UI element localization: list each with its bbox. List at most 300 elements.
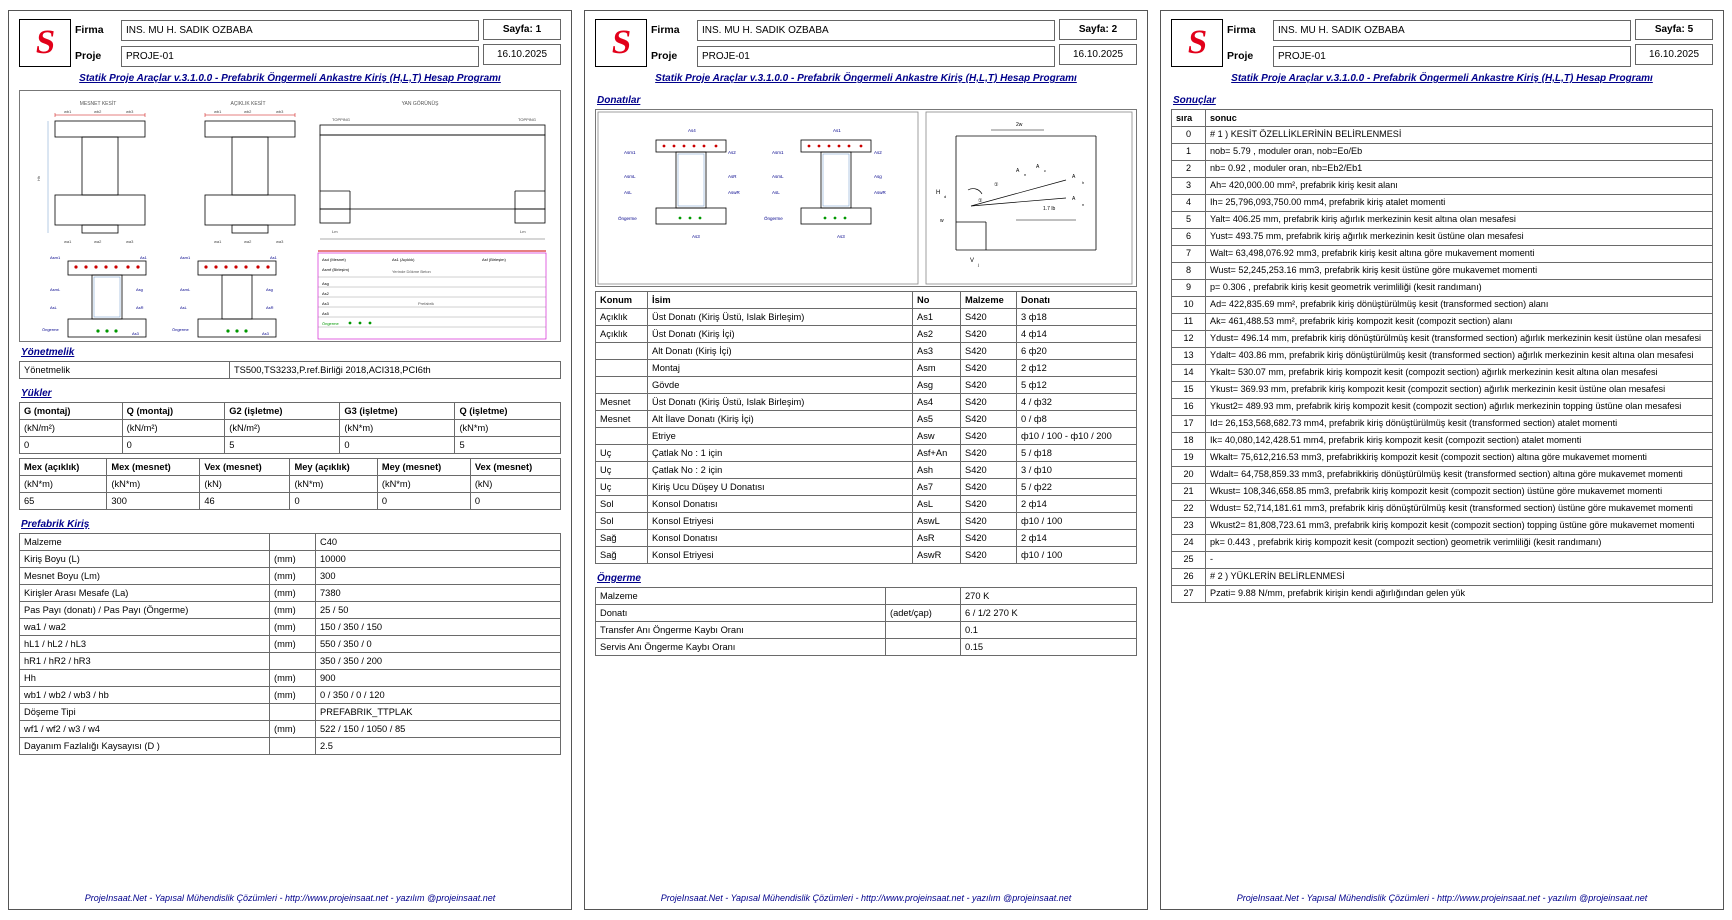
prefabrik-title: Prefabrik Kiriş (21, 519, 90, 530)
svg-text:MESNET KESİT: MESNET KESİT (79, 101, 117, 107)
proje-input[interactable]: PROJE-01 (121, 46, 479, 67)
table-row (1172, 586, 1713, 603)
proje-label: Proje (651, 50, 678, 62)
table-row (1172, 195, 1713, 212)
svg-text:w: w (940, 218, 944, 224)
svg-text:AswR: AswR (728, 190, 740, 195)
cell-sonuc: Ad= 422,835.69 mm², prefabrik kiriş dönüştürülmüş kesit (transformed section) alanı (1206, 297, 1713, 314)
cell-sonuc: Ih= 25,796,093,750.00 mm4, prefabrik kiriş atalet momenti (1206, 195, 1713, 212)
svg-text:Asm1: Asm1 (50, 255, 61, 260)
table-row (1172, 280, 1713, 297)
svg-text:Öngerme: Öngerme (618, 216, 637, 221)
cell-isim: Montaj (648, 360, 913, 377)
cell-sonuc: Ykalt= 530.07 mm, prefabrik kiriş kompozit kesit (compozit section) ağırlık merkezinin kesit altına olan mesafesi (1206, 365, 1713, 382)
table-row (1172, 382, 1713, 399)
page-number: Sayfa: 5 (1635, 19, 1713, 40)
row-label: Dayanım Fazlalığı Kaysayısı (D ) (20, 738, 270, 755)
svg-text:wb1: wb1 (64, 109, 72, 114)
cell-konum: Açıklık (596, 326, 648, 343)
table-row (1172, 127, 1713, 144)
table-row (20, 551, 561, 568)
cell-sira: 21 (1172, 484, 1206, 501)
cell-sonuc: Yust= 493.75 mm, prefabrik kiriş ağırlık merkezinin kesit üstüne olan mesafesi (1206, 229, 1713, 246)
cell-no: As3 (913, 343, 961, 360)
table-row (596, 639, 1137, 656)
cell-malzeme: S420 (961, 343, 1017, 360)
unit-cell: (kN*m) (455, 420, 561, 437)
firma-label: Firma (75, 24, 104, 36)
svg-text:wa2: wa2 (244, 239, 252, 244)
report-page-2 (584, 10, 1148, 910)
proje-label: Proje (75, 50, 102, 62)
row-label: Döşeme Tipi (20, 704, 270, 721)
cell-no: As1 (913, 309, 961, 326)
report-page-1 (8, 10, 572, 910)
table-header-row (20, 403, 561, 420)
cell-donati: 2 ф12 (1017, 360, 1137, 377)
cell-sonuc: # 2 ) YÜKLERİN BELİRLENMESİ (1206, 569, 1713, 586)
svg-text:①: ① (978, 198, 983, 204)
cell-donati: ф10 / 100 (1017, 547, 1137, 564)
col-header: Mex (mesnet) (107, 459, 200, 476)
cell-konum: Uç (596, 479, 648, 496)
header-fields (75, 19, 479, 67)
svg-text:As5: As5 (322, 311, 329, 316)
unit-cell: (kN/m²) (122, 420, 225, 437)
cell-no: AsL (913, 496, 961, 513)
row-label: wa1 / wa2 (20, 619, 270, 636)
svg-text:n: n (1024, 172, 1027, 177)
cell-sira: 8 (1172, 263, 1206, 280)
value-cell: 46 (200, 493, 290, 510)
section-drawings-panel (19, 90, 561, 342)
svg-text:AswR: AswR (874, 190, 886, 195)
unit-cell: (kN/m²) (20, 420, 123, 437)
cell-sira: 6 (1172, 229, 1206, 246)
table-row (20, 687, 561, 704)
svg-text:Asd (Mesnet): Asd (Mesnet) (322, 257, 346, 262)
col-header: Mey (mesnet) (377, 459, 470, 476)
col-header: G3 (işletme) (340, 403, 455, 420)
yonetmelik-label: Yönetmelik (20, 362, 230, 379)
cell-no: Asf+An (913, 445, 961, 462)
table-row (596, 588, 1137, 605)
svg-text:Asg: Asg (136, 287, 143, 292)
cell-konum: Uç (596, 445, 648, 462)
row-label: Transfer Anı Öngerme Kaybı Oranı (596, 622, 886, 639)
cell-sira: 16 (1172, 399, 1206, 416)
logo-s-icon: S (609, 24, 634, 61)
sonuclar-table (1171, 109, 1713, 603)
unit-cell: (kN*m) (20, 476, 107, 493)
unit-cell: (kN/m²) (225, 420, 340, 437)
svg-text:wb3: wb3 (126, 109, 134, 114)
cell-isim: Konsol Donatısı (648, 530, 913, 547)
cell-no: Asw (913, 428, 961, 445)
cell-sira: 23 (1172, 518, 1206, 535)
table-row (596, 445, 1137, 462)
table-row (596, 479, 1137, 496)
row-label: hR1 / hR2 / hR3 (20, 653, 270, 670)
table-row (20, 437, 561, 454)
report-page-5 (1160, 10, 1724, 910)
table-row (1172, 212, 1713, 229)
table-row (20, 738, 561, 755)
header-fields (651, 19, 1055, 67)
page1-header (19, 19, 561, 67)
table-row (1172, 348, 1713, 365)
table-row (1172, 484, 1713, 501)
cell-isim: Konsol Etriyesi (648, 547, 913, 564)
proje-input[interactable]: PROJE-01 (697, 46, 1055, 67)
row-unit (886, 639, 961, 656)
cell-sonuc: - (1206, 552, 1713, 569)
page5-header (1171, 19, 1713, 67)
cell-sira: 9 (1172, 280, 1206, 297)
cell-sonuc: Ydalt= 403.86 mm, prefabrik kiriş dönüştürülmüş kesit (transformed section) ağırlık merkezinin kesit altına olan mesafesi (1206, 348, 1713, 365)
cell-donati: 3 / ф10 (1017, 462, 1137, 479)
svg-text:Asg: Asg (266, 287, 273, 292)
svg-text:A: A (1072, 174, 1076, 180)
svg-text:Asg: Asg (874, 174, 882, 179)
cell-donati: 2 ф14 (1017, 530, 1137, 547)
table-row (596, 326, 1137, 343)
table-row (596, 343, 1137, 360)
cell-donati: 0 / ф8 (1017, 411, 1137, 428)
cell-sira: 20 (1172, 467, 1206, 484)
col-header: Mey (açıklık) (290, 459, 377, 476)
cell-sira: 27 (1172, 586, 1206, 603)
date-field: 16.10.2025 (1635, 44, 1713, 65)
svg-text:Asmf (Birleşim): Asmf (Birleşim) (322, 267, 350, 272)
cell-donati: 5 / ф18 (1017, 445, 1137, 462)
row-label: Mesnet Boyu (Lm) (20, 568, 270, 585)
svg-text:wa3: wa3 (276, 239, 284, 244)
cell-konum: Sol (596, 496, 648, 513)
row-label: Malzeme (20, 534, 270, 551)
cell-sonuc: Id= 26,153,568,682.73 mm4, prefabrik kiriş dönüştürülmüş kesit (transformed section) atalet momenti (1206, 416, 1713, 433)
cell-sira: 5 (1172, 212, 1206, 229)
svg-text:AÇIKLIK KESİT: AÇIKLIK KESİT (230, 101, 266, 107)
row-label: wb1 / wb2 / wb3 / hb (20, 687, 270, 704)
page-number: Sayfa: 2 (1059, 19, 1137, 40)
cell-sira: 24 (1172, 535, 1206, 552)
row-unit: (adet/çap) (886, 605, 961, 622)
rebar-drawings-panel (595, 109, 1137, 287)
logo-box (1171, 19, 1223, 67)
value-cell: 0 (377, 493, 470, 510)
svg-text:TOPPING: TOPPING (332, 117, 350, 122)
table-row (20, 670, 561, 687)
value-cell: 0 (340, 437, 455, 454)
row-value: 0 / 350 / 0 / 120 (316, 687, 561, 704)
table-row (20, 585, 561, 602)
cell-malzeme: S420 (961, 411, 1017, 428)
table-header-row (1172, 110, 1713, 127)
table-row (596, 496, 1137, 513)
col-header: G (montaj) (20, 403, 123, 420)
row-label: Malzeme (596, 588, 886, 605)
row-unit: (mm) (270, 721, 316, 738)
logo-s-icon: S (33, 24, 58, 61)
yonetmelik-value: TS500,TS3233,P.ref.Birliği 2018,ACI318,PCI6th (230, 362, 561, 379)
svg-text:Lm: Lm (332, 229, 338, 234)
table-header-row (20, 459, 561, 476)
yonetmelik-title: Yönetmelik (21, 347, 75, 358)
table-row (1172, 535, 1713, 552)
row-unit: (mm) (270, 551, 316, 568)
table-row (1172, 144, 1713, 161)
table-header-row (596, 292, 1137, 309)
svg-text:wb3: wb3 (276, 109, 284, 114)
table-row (1172, 416, 1713, 433)
yukler-title: Yükler (21, 388, 52, 399)
svg-text:TOPPING: TOPPING (518, 117, 536, 122)
svg-text:V: V (970, 258, 975, 264)
cell-konum: Mesnet (596, 394, 648, 411)
beam-section-drawings (20, 91, 560, 341)
cell-isim: Çatlak No : 1 için (648, 445, 913, 462)
page-footer: ProjeInsaat.Net - Yapısal Mühendislik Çözümleri - http://www.projeinsaat.net - yazılım @projeinsaat.net (84, 893, 496, 903)
svg-text:wb2: wb2 (244, 109, 252, 114)
cell-no: As4 (913, 394, 961, 411)
svg-text:As3: As3 (692, 234, 700, 239)
cell-sira: 18 (1172, 433, 1206, 450)
cell-sonuc: nob= 5.79 , moduler oran, nob=Eo/Eb (1206, 144, 1713, 161)
col-header: Donatı (1017, 292, 1137, 309)
row-unit: (mm) (270, 619, 316, 636)
cell-sira: 25 (1172, 552, 1206, 569)
svg-text:1.7 lb: 1.7 lb (1043, 206, 1056, 212)
cell-no: AswL (913, 513, 961, 530)
row-value: 0.15 (961, 639, 1137, 656)
cell-sira: 26 (1172, 569, 1206, 586)
cell-isim: Konsol Etriyesi (648, 513, 913, 530)
table-row (1172, 552, 1713, 569)
cell-malzeme: S420 (961, 377, 1017, 394)
cell-malzeme: S420 (961, 326, 1017, 343)
svg-text:Asm1: Asm1 (180, 255, 191, 260)
cell-isim: Kiriş Ucu Düşey U Donatısı (648, 479, 913, 496)
unit-cell: (kN) (470, 476, 560, 493)
unit-cell: (kN*m) (107, 476, 200, 493)
cell-isim: Üst Donatı (Kiriş İçi) (648, 326, 913, 343)
cell-sira: 22 (1172, 501, 1206, 518)
proje-input[interactable]: PROJE-01 (1273, 46, 1631, 67)
col-header: Vex (mesnet) (200, 459, 290, 476)
table-row (596, 547, 1137, 564)
cell-sira: 7 (1172, 246, 1206, 263)
cell-no: As7 (913, 479, 961, 496)
table-row (20, 568, 561, 585)
row-label: hL1 / hL2 / hL3 (20, 636, 270, 653)
row-value: 25 / 50 (316, 602, 561, 619)
svg-text:As1 (Açıklık): As1 (Açıklık) (392, 257, 415, 262)
cell-no: AsR (913, 530, 961, 547)
svg-text:wb1: wb1 (214, 109, 222, 114)
firma-input[interactable]: INS. MU H. SADIK OZBABA (1273, 20, 1631, 41)
header-fields (1227, 19, 1631, 67)
logo-s-icon: S (1185, 24, 1210, 61)
table-row (1172, 161, 1713, 178)
ongerme-table (595, 587, 1137, 656)
firma-input[interactable]: INS. MU H. SADIK OZBABA (121, 20, 479, 41)
svg-text:Lm: Lm (520, 229, 526, 234)
yonetmelik-table (19, 361, 561, 379)
row-unit (270, 534, 316, 551)
cell-sonuc: Wkust2= 81,808,723.61 mm3, prefabrik kiriş kompozit kesit (compozit section) topping üstüne göre mukavemet momenti (1206, 518, 1713, 535)
svg-text:As2: As2 (322, 291, 329, 296)
table-row (1172, 178, 1713, 195)
cell-malzeme: S420 (961, 309, 1017, 326)
cell-donati: 6 ф20 (1017, 343, 1137, 360)
cell-sonuc: nb= 0.92 , moduler oran, nb=Eb2/Eb1 (1206, 161, 1713, 178)
cell-no: Asg (913, 377, 961, 394)
rebar-layout-drawings (596, 110, 1136, 286)
svg-text:As2: As2 (728, 150, 736, 155)
cell-konum: Uç (596, 462, 648, 479)
row-label: Kirişler Arası Mesafe (La) (20, 585, 270, 602)
svg-text:As1: As1 (140, 255, 147, 260)
svg-text:j: j (978, 262, 979, 267)
cell-isim: Gövde (648, 377, 913, 394)
firma-input[interactable]: INS. MU H. SADIK OZBABA (697, 20, 1055, 41)
table-row (20, 704, 561, 721)
value-cell: 0 (290, 493, 377, 510)
cell-sira: 19 (1172, 450, 1206, 467)
page-number: Sayfa: 1 (483, 19, 561, 40)
unit-cell: (kN) (200, 476, 290, 493)
row-value: 300 (316, 568, 561, 585)
svg-text:AsmL: AsmL (624, 174, 636, 179)
cell-donati: 5 / ф22 (1017, 479, 1137, 496)
table-row (596, 622, 1137, 639)
cell-konum: Sağ (596, 530, 648, 547)
firma-label: Firma (651, 24, 680, 36)
svg-text:As1: As1 (833, 128, 841, 133)
svg-text:AsR: AsR (728, 174, 737, 179)
page-footer: ProjeInsaat.Net - Yapısal Mühendislik Çözümleri - http://www.projeinsaat.net - yazılım @projeinsaat.net (660, 893, 1072, 903)
unit-cell: (kN*m) (340, 420, 455, 437)
cell-sonuc: Wkust= 108,346,658.85 mm3, prefabrik kiriş kompozit kesit (compozit section) üstüne göre mukavemet momenti (1206, 484, 1713, 501)
svg-text:AsmL: AsmL (50, 287, 61, 292)
row-value: 150 / 350 / 150 (316, 619, 561, 636)
cell-malzeme: S420 (961, 428, 1017, 445)
row-value: 900 (316, 670, 561, 687)
table-row (1172, 365, 1713, 382)
row-value: 522 / 150 / 1050 / 85 (316, 721, 561, 738)
cell-donati: 5 ф12 (1017, 377, 1137, 394)
table-row (1172, 399, 1713, 416)
table-row (20, 653, 561, 670)
col-header: Q (işletme) (455, 403, 561, 420)
svg-text:A: A (1016, 168, 1020, 174)
row-value: 2.5 (316, 738, 561, 755)
cell-konum (596, 377, 648, 394)
svg-text:Asf (Birleşim): Asf (Birleşim) (482, 257, 506, 262)
svg-text:H: H (936, 190, 941, 196)
value-cell: 5 (225, 437, 340, 454)
svg-text:AsL: AsL (772, 190, 780, 195)
cell-konum: Açıklık (596, 309, 648, 326)
svg-text:As1: As1 (270, 255, 277, 260)
row-value: C40 (316, 534, 561, 551)
svg-text:As3: As3 (132, 331, 139, 336)
cell-isim: Etriye (648, 428, 913, 445)
cell-malzeme: S420 (961, 479, 1017, 496)
table-row (596, 530, 1137, 547)
cell-sonuc: pk= 0.443 , prefabrik kiriş kompozit kesit (compozit section) geometrik verimliliği (kesit randımanı) (1206, 535, 1713, 552)
cell-sira: 15 (1172, 382, 1206, 399)
unit-cell: (kN*m) (290, 476, 377, 493)
table-row (1172, 314, 1713, 331)
program-title: Statik Proje Araçlar v.3.1.0.0 - Prefabrik Öngermeli Ankastre Kiriş (H,L,T) Hesap Programı (79, 73, 501, 84)
value-cell: 0 (470, 493, 560, 510)
row-unit: (mm) (270, 687, 316, 704)
cell-sonuc: Ykust= 369.93 mm, prefabrik kiriş kompozit kesit (compozit section) ağırlık merkezinin kesit üstüne olan mesafesi (1206, 382, 1713, 399)
cell-no: Asm (913, 360, 961, 377)
cell-sonuc: Wdust= 52,714,181.61 mm3, prefabrik kiriş dönüştürülmüş kesit (transformed section) üstüne göre mukavemet momenti (1206, 501, 1713, 518)
row-value: 7380 (316, 585, 561, 602)
cell-malzeme: S420 (961, 394, 1017, 411)
cell-sira: 12 (1172, 331, 1206, 348)
date-field: 16.10.2025 (1059, 44, 1137, 65)
cell-donati: 4 ф14 (1017, 326, 1137, 343)
svg-text:2w: 2w (1016, 122, 1023, 128)
svg-text:Öngerme: Öngerme (764, 216, 783, 221)
table-row (1172, 450, 1713, 467)
col-header: Malzeme (961, 292, 1017, 309)
cell-sira: 10 (1172, 297, 1206, 314)
cell-no: AswR (913, 547, 961, 564)
cell-isim: Konsol Donatısı (648, 496, 913, 513)
cell-sira: 13 (1172, 348, 1206, 365)
header-right (1059, 19, 1137, 67)
svg-text:A: A (1036, 164, 1040, 170)
svg-text:AsL: AsL (50, 305, 57, 310)
row-unit (886, 588, 961, 605)
svg-text:As3: As3 (837, 234, 845, 239)
svg-text:Prefabrik: Prefabrik (418, 301, 435, 306)
col-header-sonuc: sonuc (1206, 110, 1713, 127)
value-cell: 0 (122, 437, 225, 454)
svg-text:AsR: AsR (136, 305, 144, 310)
cell-malzeme: S420 (961, 360, 1017, 377)
cell-isim: Üst Donatı (Kiriş Üstü, Islak Birleşim) (648, 394, 913, 411)
table-row (20, 476, 561, 493)
svg-text:wa1: wa1 (64, 239, 72, 244)
row-label: Servis Anı Öngerme Kaybı Oranı (596, 639, 886, 656)
svg-text:h: h (1082, 180, 1085, 185)
row-unit: (mm) (270, 636, 316, 653)
donatilar-table (595, 291, 1137, 564)
svg-text:As2: As2 (874, 150, 882, 155)
row-label: Pas Payı (donatı) / Pas Payı (Öngerme) (20, 602, 270, 619)
cell-no: Ash (913, 462, 961, 479)
cell-malzeme: S420 (961, 462, 1017, 479)
cell-sonuc: Walt= 63,498,076.92 mm3, prefabrik kiriş kesit altına göre mukavement momenti (1206, 246, 1713, 263)
cell-sira: 17 (1172, 416, 1206, 433)
svg-text:AsR: AsR (266, 305, 274, 310)
program-title: Statik Proje Araçlar v.3.1.0.0 - Prefabrik Öngermeli Ankastre Kiriş (H,L,T) Hesap Programı (655, 73, 1077, 84)
cell-sonuc: Ydust= 496.14 mm, prefabrik kiriş dönüştürülmüş kesit (transformed section) ağırlık merkezinin kesit üstüne olan mesafesi (1206, 331, 1713, 348)
cell-konum: Sağ (596, 547, 648, 564)
cell-sonuc: # 1 ) KESİT ÖZELLİKLERİNİN BELİRLENMESİ (1206, 127, 1713, 144)
svg-text:wa1: wa1 (214, 239, 222, 244)
row-unit (270, 738, 316, 755)
table-row (596, 605, 1137, 622)
cell-no: As2 (913, 326, 961, 343)
